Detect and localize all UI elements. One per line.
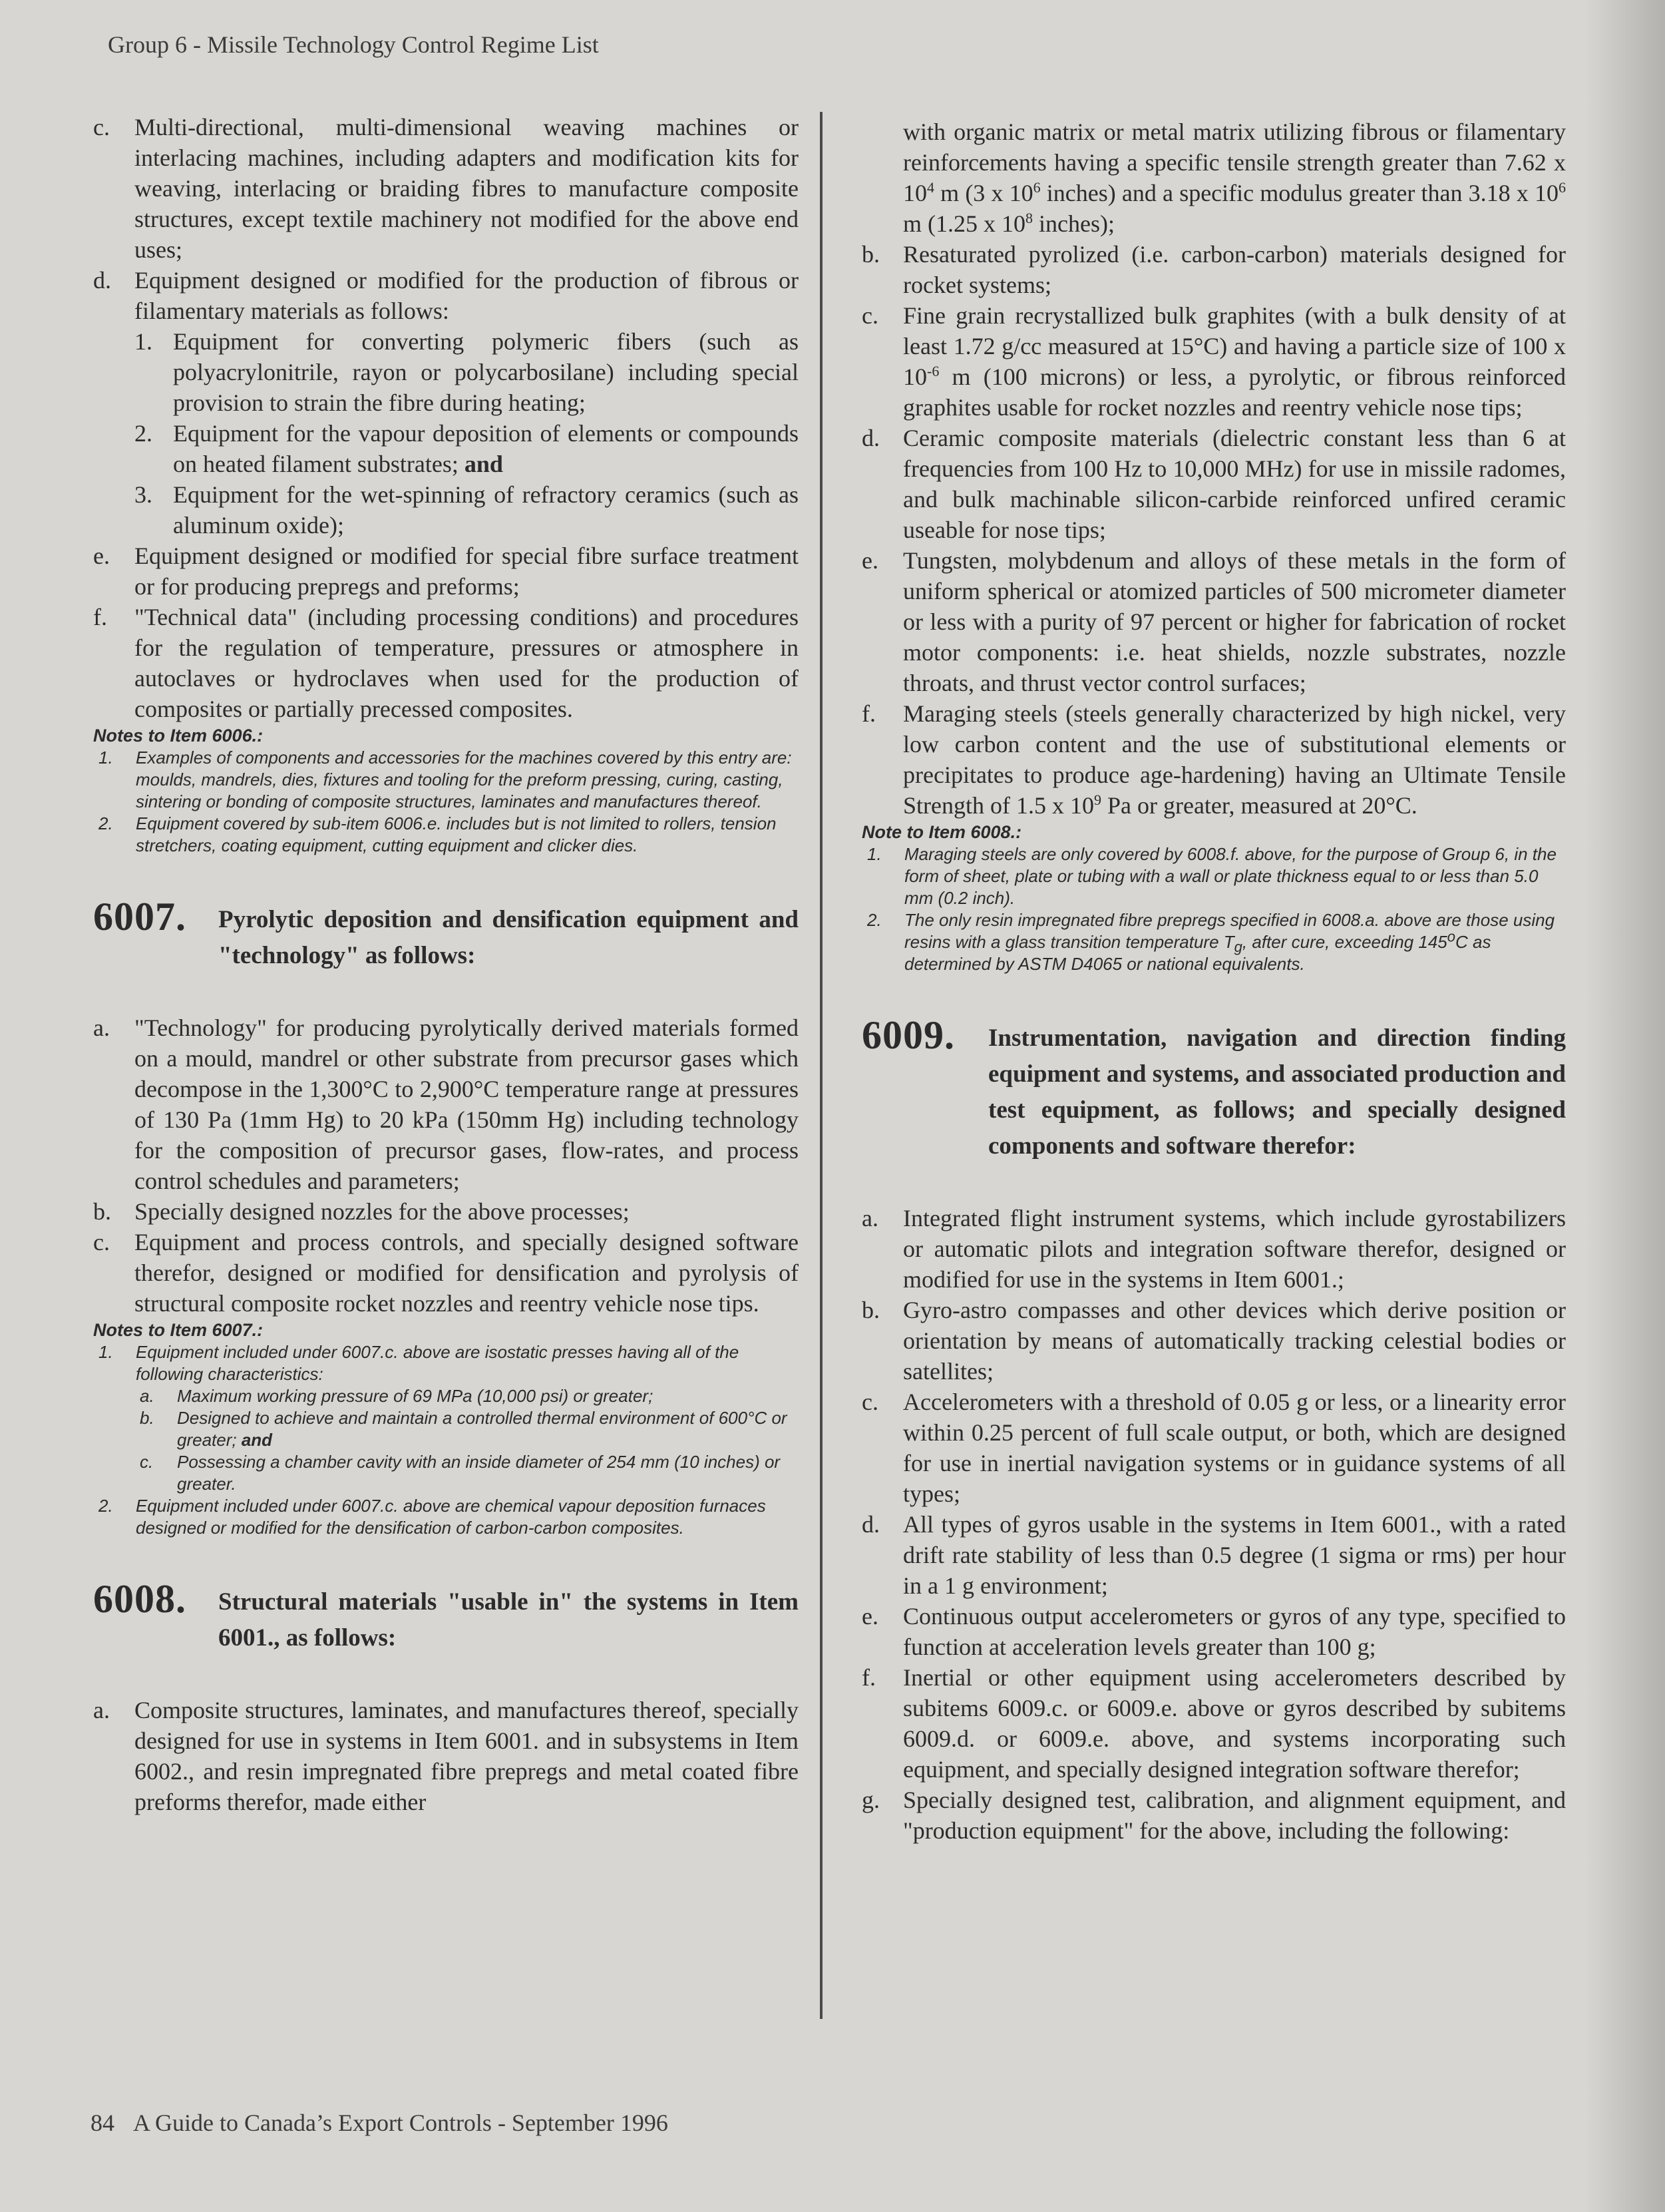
item-label: 2.: [134, 420, 152, 447]
note-6007-1-b: [134, 1407, 799, 1451]
item-6006-f: [93, 602, 799, 724]
notes-title-6006: Notes to Item 6006.:: [93, 726, 264, 746]
note-text-wrap: [904, 909, 1566, 975]
note-text: Equipment included under 6007.c. above are chemical vapour deposition furnaces designed or modified for the densification of carbon-carbon composites.: [136, 1496, 766, 1538]
item-text: "Technology" for producing pyrolytically derived materials formed on a mould, mandrel or other substrate from precursor gases which decompose in the 1,300°C to 2,900°C temperature range at pressures of 130 Pa (1mm Hg) to 20 kPa (150mm Hg) including technology for the composition of precursor gases, flow-rates, and process control schedules and parameters;: [134, 1014, 799, 1194]
note-6006-2: [93, 813, 799, 857]
note-text: Equipment included under 6007.c. above are isostatic presses having all of the following characteristics:: [136, 1342, 739, 1384]
subitem-6006-d-3: [134, 479, 799, 541]
note-label: 2.: [867, 910, 882, 930]
superscript: 6: [1559, 179, 1566, 196]
column-divider: [820, 112, 823, 2019]
superscript: 8: [1025, 210, 1033, 226]
text-run: Maraging steels (steels generally characterized by high nickel, very low carbon content and the use of substitutional elements or precipitates to produce age-hardening) having an Ultimate Tensile Strength of 1.5 x 10: [903, 700, 1566, 819]
item-label: d.: [93, 267, 111, 294]
item-label: e.: [862, 1603, 878, 1630]
item-text: Specially designed test, calibration, and alignment equipment, and "production equipment" for the above, including the following:: [903, 1787, 1566, 1844]
item-label: 3.: [134, 481, 152, 508]
note-6007-1: [93, 1341, 799, 1385]
superscript: -6: [927, 363, 940, 379]
item-text: Integrated flight instrument systems, which include gyrostabilizers or automatic pilots and integration software therefor, designed or modified for use in the systems in Item 6001.;: [903, 1205, 1566, 1293]
item-text: Equipment for the wet-spinning of refractory ceramics (such as aluminum oxide);: [173, 481, 799, 539]
item-6008-a-continued: [903, 116, 1566, 239]
note-label: 1.: [98, 1342, 113, 1362]
note-label: 2.: [98, 1496, 113, 1516]
section-number: 6009.: [862, 1013, 955, 1057]
item-6008-c: [862, 300, 1566, 423]
subitem-6006-d-1: [134, 326, 799, 418]
text-run: inches) and a specific modulus greater than 3.18 x 10: [1040, 180, 1559, 206]
item-label: c.: [862, 302, 878, 329]
page-number: 84: [91, 2109, 114, 2136]
note-text: Designed to achieve and maintain a controlled thermal environment of 600°C or greater;: [177, 1408, 787, 1450]
note-label: a.: [140, 1386, 154, 1406]
item-6007-b: [93, 1196, 799, 1227]
text-run: m (1.25 x 10: [903, 210, 1025, 237]
item-text: Accelerometers with a threshold of 0.05 g or less, or a linearity error within 0.25 percent of full scale output, or both, which are designed for use in inertial navigation systems or in guidance systems of all types;: [903, 1389, 1566, 1507]
page-edge-shadow: [1585, 0, 1665, 2212]
text-run: Pa or greater, measured at 20°C.: [1101, 792, 1417, 819]
publication-title: A Guide to Canada’s Export Controls - September 1996: [133, 2109, 668, 2136]
text-run: Fine grain recrystallized bulk graphites (with a bulk density of at least 1.72 g/cc measured at 15°C) and having a particle size of 100 x 10: [903, 302, 1566, 390]
note-label: 1.: [98, 748, 113, 768]
item-6009-e: [862, 1601, 1566, 1662]
note-text: Examples of components and accessories for the machines covered by this entry are: moulds, mandrels, dies, fixtures and tooling for the preform pressing, curing, casting, sintering or bonding of composite structures, laminates and manufactures thereof.: [136, 748, 792, 811]
item-label: c.: [93, 114, 110, 140]
notes-title-6007: Notes to Item 6007.:: [93, 1320, 264, 1340]
item-6006-c: [93, 112, 799, 265]
section-number: 6007.: [93, 895, 186, 939]
text-run: inches);: [1033, 210, 1115, 237]
item-text-wrap: [173, 418, 799, 479]
right-column: [862, 116, 1566, 1846]
note-6006-1: [93, 747, 799, 813]
item-text: Multi-directional, multi-dimensional weaving machines or interlacing machines, including adapters and modification kits for weaving, interlacing or braiding fibres to manufacture composite structures, except textile machinery not modified for the above end uses;: [134, 114, 799, 263]
item-label: f.: [862, 1664, 876, 1691]
section-title: Pyrolytic deposition and densification equipment and "technology" as follows:: [218, 906, 799, 969]
item-text-wrap: [903, 698, 1566, 821]
item-text: Specially designed nozzles for the above processes;: [134, 1198, 630, 1225]
item-label: 1.: [134, 328, 152, 355]
item-text: Equipment for converting polymeric fibers (such as polyacrylonitrile, rayon or polycarbosilane) including special provision to strain the fibre during heating;: [173, 328, 799, 416]
item-label: f.: [862, 700, 876, 727]
item-label: b.: [93, 1198, 111, 1225]
item-label: d.: [862, 1511, 880, 1538]
item-text: Gyro-astro compasses and other devices which derive position or orientation by means of automatically tracking celestial bodies or satellites;: [903, 1297, 1566, 1385]
item-6008-e: [862, 545, 1566, 698]
item-text: Ceramic composite materials (dielectric constant less than 6 at frequencies from 100 Hz to 10,000 MHz) for use in missile radomes, and bulk machinable silicon-carbide reinforced unfired ceramic useable for nose tips;: [903, 425, 1566, 543]
superscript: 9: [1093, 791, 1101, 808]
note-6007-2: [93, 1495, 799, 1539]
item-text: Continuous output accelerometers or gyros of any type, specified to function at acceleration levels greater than 100 g;: [903, 1603, 1566, 1660]
note-text: Maraging steels are only covered by 6008.f. above, for the purpose of Group 6, in the form of sheet, plate or tubing with a wall or plate thickness equal to or less than 5.0 mm (0.2 inch).: [904, 844, 1557, 908]
note-6007-1-a: [134, 1385, 799, 1407]
note-text: Possessing a chamber cavity with an inside diameter of 254 mm (10 inches) or greater.: [177, 1452, 781, 1494]
section-heading-6008: [93, 1579, 799, 1656]
superscript: 6: [1033, 179, 1041, 196]
item-text: Inertial or other equipment using accelerometers described by subitems 6009.c. or 6009.e. above or gyros described by subitems 6009.d. or 6009.e. above, and systems incorporating such equipment, and specially designed integration software therefor;: [903, 1664, 1566, 1783]
text-run: , after cure, exceeding 145: [1242, 932, 1447, 952]
item-text-wrap: [903, 300, 1566, 423]
section-number: 6008.: [93, 1577, 186, 1621]
note-text-wrap: [177, 1407, 799, 1451]
left-column: [93, 112, 799, 1817]
section-heading-6007: [93, 897, 799, 974]
item-6009-d: [862, 1509, 1566, 1601]
item-6007-a: [93, 1012, 799, 1196]
text-run: m (100 microns) or less, a pyrolytic, or fibrous reinforced graphites usable for rocket nozzles and reentry vehicle nose tips;: [903, 363, 1566, 421]
note-label: b.: [140, 1408, 154, 1428]
note-6008-2: [862, 909, 1566, 975]
item-text: Composite structures, laminates, and manufactures thereof, specially designed for use in systems in Item 6001. and in subsystems in Item 6002., and resin impregnated fibre prepregs and metal coated fibre preforms therefor, made either: [134, 1697, 799, 1815]
item-label: a.: [93, 1697, 110, 1723]
item-text: Tungsten, molybdenum and alloys of these metals in the form of uniform spherical or atomized particles of 500 micrometer diameter or less with a purity of 97 percent or higher for fabrication of rocket motor components: i.e. heat shields, nozzle substrates, nozzle throats, and thrust vector control surfaces;: [903, 547, 1566, 696]
item-label: a.: [862, 1205, 878, 1231]
item-6009-c: [862, 1387, 1566, 1509]
item-6006-e: [93, 541, 799, 602]
note-text: Equipment covered by sub-item 6006.e. includes but is not limited to rollers, tension stretchers, coating equipment, cutting equipment and clicker dies.: [136, 813, 777, 855]
item-label: g.: [862, 1787, 880, 1813]
text-run: with organic matrix or metal matrix utilizing fibrous or filamentary reinforcements having a specific tensile strength greater than 7.62 x 10: [903, 118, 1566, 206]
notes-title-6008: Note to Item 6008.:: [862, 822, 1022, 842]
note-text: Maximum working pressure of 69 MPa (10,000 psi) or greater;: [177, 1386, 653, 1406]
item-6008-a: [93, 1695, 799, 1817]
item-text: Equipment for the vapour deposition of elements or compounds on heated filament substrates;: [173, 420, 799, 477]
item-6009-a: [862, 1203, 1566, 1295]
item-label: e.: [93, 543, 110, 569]
note-label: c.: [140, 1452, 154, 1472]
text-run: The only resin impregnated fibre prepregs specified in 6008.a. above are those using resins with a glass transition temperature T: [904, 910, 1555, 952]
note-label: 1.: [867, 844, 882, 864]
item-label: c.: [93, 1229, 110, 1255]
item-label: b.: [862, 241, 880, 268]
item-6009-b: [862, 1295, 1566, 1387]
item-label: c.: [862, 1389, 878, 1415]
subscript: g: [1234, 939, 1242, 956]
item-label: e.: [862, 547, 878, 574]
item-6009-f: [862, 1662, 1566, 1785]
item-text: Equipment designed or modified for special fibre surface treatment or for producing prepregs and preforms;: [134, 543, 799, 600]
item-label: d.: [862, 425, 880, 451]
item-text: All types of gyros usable in the systems in Item 6001., with a rated drift rate stability of less than 0.5 degree (1 sigma or rms) per hour in a 1 g environment;: [903, 1511, 1566, 1599]
item-label: b.: [862, 1297, 880, 1323]
text-run: C as determined by ASTM D4065 or national equivalents.: [904, 932, 1491, 974]
item-text: Equipment designed or modified for the production of fibrous or filamentary materials as follows:: [134, 267, 799, 324]
item-text: Resaturated pyrolized (i.e. carbon-carbon) materials designed for rocket systems;: [903, 241, 1566, 298]
section-title: Structural materials "usable in" the systems in Item 6001., as follows:: [218, 1588, 799, 1652]
running-head: Group 6 - Missile Technology Control Regime List: [108, 31, 599, 58]
item-text: "Technical data" (including processing conditions) and procedures for the regulation of temperature, pressures or atmosphere in autoclaves or hydroclaves when used for the production of composites or partially precessed composites.: [134, 604, 799, 722]
note-6008-1: [862, 843, 1566, 909]
item-6008-f: [862, 698, 1566, 821]
and-conjunction: and: [241, 1430, 273, 1450]
item-6007-c: [93, 1227, 799, 1319]
text-run: m (3 x 10: [934, 180, 1033, 206]
note-6007-1-c: [134, 1451, 799, 1495]
superscript: o: [1447, 928, 1456, 945]
item-6009-g: [862, 1785, 1566, 1846]
section-title: Instrumentation, navigation and direction finding equipment and systems, and associated production and test equipment, as follows; and specially designed components and software therefor:: [988, 1024, 1566, 1160]
and-conjunction: and: [464, 451, 503, 477]
item-text: Equipment and process controls, and specially designed software therefor, designed or modified for densification and pyrolysis of structural composite rocket nozzles and reentry vehicle nose tips.: [134, 1229, 799, 1317]
subitem-6006-d-2: [134, 418, 799, 479]
superscript: 4: [927, 179, 934, 196]
item-6008-b: [862, 239, 1566, 300]
item-6006-d: [93, 265, 799, 326]
item-label: a.: [93, 1014, 110, 1041]
section-heading-6009: [862, 1015, 1566, 1164]
page-footer: [91, 2109, 668, 2137]
note-label: 2.: [98, 813, 113, 833]
item-6008-d: [862, 423, 1566, 545]
item-label: f.: [93, 604, 107, 630]
